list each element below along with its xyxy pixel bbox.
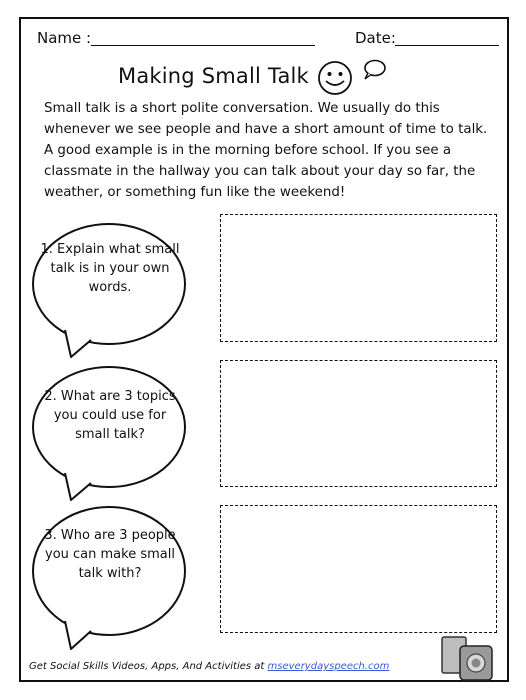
page-title: Making Small Talk — [118, 64, 309, 88]
question-1-text: 1. Explain what small talk is in your own words. — [40, 242, 180, 295]
date-label: Date: — [355, 29, 396, 47]
footer-label: Get Social Skills Videos, Apps, And Activities at — [29, 661, 265, 672]
smiley-icon — [315, 58, 387, 98]
footer-text — [29, 661, 389, 672]
question-2-text: 2. What are 3 topics you could use for small talk? — [44, 389, 176, 442]
name-label: Name : — [37, 29, 92, 47]
date-field-line[interactable] — [395, 45, 499, 46]
question-3-text: 3. Who are 3 people you can make small talk with? — [44, 528, 176, 581]
speech-bubble-icon — [365, 61, 385, 80]
answer-box-3[interactable] — [220, 505, 497, 633]
footer-link[interactable]: mseverydayspeech.com — [267, 661, 390, 672]
answer-box-2[interactable] — [220, 360, 497, 487]
intro-paragraph: Small talk is a short polite conversation. We usually do this whenever we see people and have a short amount of time to talk. A good example is in the morning before school. If you see a classmate in the hallway you can talk about your day so far, the weather, or something fun like the weekend! — [44, 101, 488, 200]
name-field-line[interactable] — [91, 45, 315, 46]
answer-box-1[interactable] — [220, 214, 497, 342]
tablet-icon — [440, 636, 496, 682]
